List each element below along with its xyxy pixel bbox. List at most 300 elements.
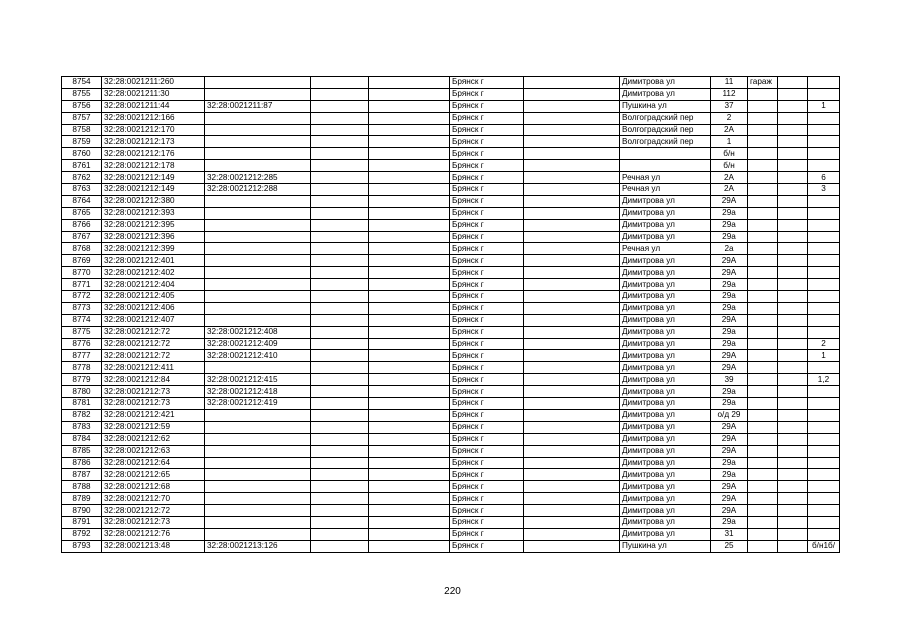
apartment-number-cell (808, 445, 840, 457)
object-type-cell (748, 481, 778, 493)
related-cadastral-number-cell (205, 421, 311, 433)
column-4-cell (311, 195, 369, 207)
object-type-cell (748, 386, 778, 398)
related-cadastral-number-cell (205, 77, 311, 89)
column-5-cell (369, 362, 450, 374)
cadastral-number-cell: 32:28:0021212:173 (102, 136, 205, 148)
cadastral-number-cell: 32:28:0021212:396 (102, 231, 205, 243)
table-row (62, 493, 840, 505)
column-4-cell (311, 112, 369, 124)
table-row (62, 326, 840, 338)
column-11-cell (778, 314, 808, 326)
row-number-cell: 8789 (62, 493, 102, 505)
cadastral-number-cell: 32:28:0021212:149 (102, 184, 205, 196)
cadastral-number-cell: 32:28:0021212:149 (102, 172, 205, 184)
column-4-cell (311, 421, 369, 433)
cadastral-number-cell: 32:28:0021212:72 (102, 338, 205, 350)
object-type-cell (748, 136, 778, 148)
apartment-number-cell (808, 457, 840, 469)
house-number-cell: 29А (711, 362, 748, 374)
related-cadastral-number-cell: 32:28:0021213:126 (205, 540, 311, 552)
column-7-cell (524, 124, 620, 136)
column-11-cell (778, 112, 808, 124)
property-register-table (61, 76, 840, 553)
table-row (62, 302, 840, 314)
cadastral-number-cell: 32:28:0021212:68 (102, 481, 205, 493)
object-type-cell (748, 516, 778, 528)
apartment-number-cell (808, 231, 840, 243)
table-row (62, 386, 840, 398)
cadastral-number-cell: 32:28:0021211:44 (102, 100, 205, 112)
table-row (62, 291, 840, 303)
house-number-cell: 29А (711, 505, 748, 517)
street-cell: Димитрова ул (620, 314, 711, 326)
cadastral-number-cell: 32:28:0021211:30 (102, 88, 205, 100)
cadastral-number-cell: 32:28:0021212:399 (102, 243, 205, 255)
object-type-cell (748, 445, 778, 457)
table-row (62, 100, 840, 112)
table-row (62, 231, 840, 243)
row-number-cell: 8762 (62, 172, 102, 184)
column-4-cell (311, 136, 369, 148)
table-row (62, 457, 840, 469)
apartment-number-cell (808, 398, 840, 410)
column-11-cell (778, 326, 808, 338)
column-7-cell (524, 255, 620, 267)
apartment-number-cell (808, 505, 840, 517)
apartment-number-cell (808, 516, 840, 528)
column-4-cell (311, 433, 369, 445)
column-7-cell (524, 302, 620, 314)
column-5-cell (369, 195, 450, 207)
column-5-cell (369, 88, 450, 100)
cadastral-number-cell: 32:28:0021213:48 (102, 540, 205, 552)
street-cell: Димитрова ул (620, 267, 711, 279)
object-type-cell (748, 207, 778, 219)
column-5-cell (369, 540, 450, 552)
row-number-cell: 8755 (62, 88, 102, 100)
street-cell: Димитрова ул (620, 386, 711, 398)
street-cell: Димитрова ул (620, 326, 711, 338)
object-type-cell (748, 528, 778, 540)
related-cadastral-number-cell (205, 362, 311, 374)
object-type-cell (748, 112, 778, 124)
apartment-number-cell (808, 279, 840, 291)
cadastral-number-cell: 32:28:0021212:421 (102, 409, 205, 421)
house-number-cell: 29а (711, 398, 748, 410)
row-number-cell: 8768 (62, 243, 102, 255)
column-7-cell (524, 195, 620, 207)
house-number-cell: 29а (711, 291, 748, 303)
column-11-cell (778, 528, 808, 540)
apartment-number-cell: 2 (808, 338, 840, 350)
column-11-cell (778, 362, 808, 374)
page-number: 220 (444, 586, 461, 597)
column-11-cell (778, 445, 808, 457)
street-cell: Димитрова ул (620, 421, 711, 433)
street-cell: Пушкина ул (620, 540, 711, 552)
row-number-cell: 8787 (62, 469, 102, 481)
object-type-cell (748, 433, 778, 445)
apartment-number-cell (808, 421, 840, 433)
row-number-cell: 8778 (62, 362, 102, 374)
row-number-cell: 8775 (62, 326, 102, 338)
row-number-cell: 8761 (62, 160, 102, 172)
row-number-cell: 8792 (62, 528, 102, 540)
column-4-cell (311, 160, 369, 172)
column-5-cell (369, 231, 450, 243)
table-row (62, 314, 840, 326)
object-type-cell (748, 231, 778, 243)
related-cadastral-number-cell (205, 243, 311, 255)
city-cell: Брянск г (450, 457, 524, 469)
column-5-cell (369, 433, 450, 445)
related-cadastral-number-cell (205, 516, 311, 528)
apartment-number-cell (808, 112, 840, 124)
column-7-cell (524, 314, 620, 326)
column-11-cell (778, 279, 808, 291)
city-cell: Брянск г (450, 243, 524, 255)
object-type-cell (748, 267, 778, 279)
city-cell: Брянск г (450, 136, 524, 148)
city-cell: Брянск г (450, 421, 524, 433)
street-cell: Волгоградский пер (620, 136, 711, 148)
object-type-cell (748, 243, 778, 255)
column-11-cell (778, 231, 808, 243)
column-4-cell (311, 88, 369, 100)
related-cadastral-number-cell (205, 112, 311, 124)
apartment-number-cell (808, 481, 840, 493)
column-11-cell (778, 255, 808, 267)
column-7-cell (524, 433, 620, 445)
column-4-cell (311, 516, 369, 528)
house-number-cell: 112 (711, 88, 748, 100)
row-number-cell: 8791 (62, 516, 102, 528)
house-number-cell: 29а (711, 219, 748, 231)
column-4-cell (311, 386, 369, 398)
house-number-cell: 2А (711, 172, 748, 184)
apartment-number-cell (808, 136, 840, 148)
row-number-cell: 8782 (62, 409, 102, 421)
related-cadastral-number-cell (205, 505, 311, 517)
row-number-cell: 8757 (62, 112, 102, 124)
apartment-number-cell: 1 (808, 100, 840, 112)
column-7-cell (524, 172, 620, 184)
table-row (62, 77, 840, 89)
column-4-cell (311, 505, 369, 517)
row-number-cell: 8780 (62, 386, 102, 398)
column-5-cell (369, 528, 450, 540)
house-number-cell: 11 (711, 77, 748, 89)
city-cell: Брянск г (450, 112, 524, 124)
street-cell: Димитрова ул (620, 302, 711, 314)
city-cell: Брянск г (450, 386, 524, 398)
column-11-cell (778, 124, 808, 136)
row-number-cell: 8776 (62, 338, 102, 350)
column-4-cell (311, 493, 369, 505)
column-4-cell (311, 338, 369, 350)
column-4-cell (311, 374, 369, 386)
column-5-cell (369, 302, 450, 314)
city-cell: Брянск г (450, 540, 524, 552)
column-7-cell (524, 291, 620, 303)
object-type-cell (748, 493, 778, 505)
cadastral-number-cell: 32:28:0021212:407 (102, 314, 205, 326)
column-5-cell (369, 386, 450, 398)
apartment-number-cell (808, 207, 840, 219)
cadastral-number-cell: 32:28:0021212:72 (102, 326, 205, 338)
street-cell: Димитрова ул (620, 374, 711, 386)
column-7-cell (524, 421, 620, 433)
row-number-cell: 8793 (62, 540, 102, 552)
row-number-cell: 8756 (62, 100, 102, 112)
column-4-cell (311, 326, 369, 338)
house-number-cell: 31 (711, 528, 748, 540)
column-4-cell (311, 540, 369, 552)
apartment-number-cell: 6 (808, 172, 840, 184)
row-number-cell: 8786 (62, 457, 102, 469)
related-cadastral-number-cell (205, 88, 311, 100)
city-cell: Брянск г (450, 291, 524, 303)
related-cadastral-number-cell (205, 302, 311, 314)
column-7-cell (524, 243, 620, 255)
house-number-cell: б/н (711, 160, 748, 172)
table-row (62, 398, 840, 410)
table-row (62, 505, 840, 517)
table-row (62, 338, 840, 350)
apartment-number-cell (808, 88, 840, 100)
street-cell: Димитрова ул (620, 457, 711, 469)
house-number-cell: 2А (711, 184, 748, 196)
object-type-cell (748, 350, 778, 362)
column-5-cell (369, 255, 450, 267)
street-cell: Димитрова ул (620, 195, 711, 207)
column-7-cell (524, 398, 620, 410)
column-7-cell (524, 350, 620, 362)
city-cell: Брянск г (450, 469, 524, 481)
house-number-cell: 29А (711, 445, 748, 457)
column-4-cell (311, 207, 369, 219)
object-type-cell (748, 302, 778, 314)
city-cell: Брянск г (450, 184, 524, 196)
column-5-cell (369, 219, 450, 231)
column-11-cell (778, 493, 808, 505)
column-7-cell (524, 231, 620, 243)
street-cell: Речная ул (620, 184, 711, 196)
table-row (62, 124, 840, 136)
apartment-number-cell (808, 148, 840, 160)
column-5-cell (369, 100, 450, 112)
column-5-cell (369, 172, 450, 184)
cadastral-number-cell: 32:28:0021212:62 (102, 433, 205, 445)
object-type-cell (748, 184, 778, 196)
row-number-cell: 8784 (62, 433, 102, 445)
cadastral-number-cell: 32:28:0021212:406 (102, 302, 205, 314)
column-4-cell (311, 77, 369, 89)
row-number-cell: 8777 (62, 350, 102, 362)
apartment-number-cell: б/н1б/ (808, 540, 840, 552)
house-number-cell: 29а (711, 326, 748, 338)
column-4-cell (311, 243, 369, 255)
object-type-cell (748, 124, 778, 136)
object-type-cell (748, 291, 778, 303)
column-4-cell (311, 231, 369, 243)
column-7-cell (524, 136, 620, 148)
apartment-number-cell (808, 362, 840, 374)
apartment-number-cell (808, 77, 840, 89)
column-5-cell (369, 112, 450, 124)
row-number-cell: 8767 (62, 231, 102, 243)
column-4-cell (311, 409, 369, 421)
city-cell: Брянск г (450, 148, 524, 160)
table-row (62, 350, 840, 362)
table-row (62, 362, 840, 374)
column-7-cell (524, 326, 620, 338)
column-7-cell (524, 77, 620, 89)
cadastral-number-cell: 32:28:0021212:402 (102, 267, 205, 279)
table-row (62, 184, 840, 196)
row-number-cell: 8772 (62, 291, 102, 303)
apartment-number-cell (808, 160, 840, 172)
column-7-cell (524, 374, 620, 386)
street-cell: Димитрова ул (620, 350, 711, 362)
table-row (62, 540, 840, 552)
house-number-cell: о/д 29 (711, 409, 748, 421)
object-type-cell (748, 160, 778, 172)
cadastral-number-cell: 32:28:0021212:70 (102, 493, 205, 505)
column-4-cell (311, 124, 369, 136)
column-11-cell (778, 469, 808, 481)
column-7-cell (524, 445, 620, 457)
column-5-cell (369, 469, 450, 481)
city-cell: Брянск г (450, 433, 524, 445)
column-5-cell (369, 314, 450, 326)
house-number-cell: 39 (711, 374, 748, 386)
house-number-cell: 29А (711, 481, 748, 493)
table-row (62, 481, 840, 493)
related-cadastral-number-cell (205, 457, 311, 469)
related-cadastral-number-cell (205, 124, 311, 136)
apartment-number-cell (808, 469, 840, 481)
cadastral-number-cell: 32:28:0021211:260 (102, 77, 205, 89)
column-4-cell (311, 457, 369, 469)
column-5-cell (369, 481, 450, 493)
cadastral-number-cell: 32:28:0021212:59 (102, 421, 205, 433)
column-11-cell (778, 409, 808, 421)
table-row (62, 148, 840, 160)
column-11-cell (778, 172, 808, 184)
cadastral-number-cell: 32:28:0021212:65 (102, 469, 205, 481)
column-11-cell (778, 267, 808, 279)
street-cell: Димитрова ул (620, 469, 711, 481)
city-cell: Брянск г (450, 516, 524, 528)
street-cell: Димитрова ул (620, 219, 711, 231)
column-5-cell (369, 326, 450, 338)
house-number-cell: 29А (711, 255, 748, 267)
column-4-cell (311, 148, 369, 160)
column-5-cell (369, 207, 450, 219)
object-type-cell (748, 100, 778, 112)
city-cell: Брянск г (450, 528, 524, 540)
column-11-cell (778, 100, 808, 112)
city-cell: Брянск г (450, 88, 524, 100)
table-row (62, 267, 840, 279)
column-4-cell (311, 219, 369, 231)
cadastral-number-cell: 32:28:0021212:72 (102, 350, 205, 362)
cadastral-number-cell: 32:28:0021212:170 (102, 124, 205, 136)
apartment-number-cell (808, 433, 840, 445)
related-cadastral-number-cell: 32:28:0021212:409 (205, 338, 311, 350)
column-5-cell (369, 350, 450, 362)
house-number-cell: 2а (711, 243, 748, 255)
street-cell: Димитрова ул (620, 398, 711, 410)
related-cadastral-number-cell (205, 291, 311, 303)
related-cadastral-number-cell (205, 314, 311, 326)
city-cell: Брянск г (450, 160, 524, 172)
row-number-cell: 8771 (62, 279, 102, 291)
house-number-cell: 37 (711, 100, 748, 112)
row-number-cell: 8754 (62, 77, 102, 89)
column-7-cell (524, 148, 620, 160)
related-cadastral-number-cell (205, 493, 311, 505)
street-cell: Димитрова ул (620, 445, 711, 457)
row-number-cell: 8773 (62, 302, 102, 314)
related-cadastral-number-cell (205, 207, 311, 219)
column-4-cell (311, 291, 369, 303)
column-7-cell (524, 481, 620, 493)
row-number-cell: 8760 (62, 148, 102, 160)
street-cell (620, 160, 711, 172)
apartment-number-cell: 1 (808, 350, 840, 362)
column-5-cell (369, 184, 450, 196)
column-5-cell (369, 421, 450, 433)
column-11-cell (778, 398, 808, 410)
object-type-cell (748, 457, 778, 469)
object-type-cell: гараж (748, 77, 778, 89)
column-11-cell (778, 421, 808, 433)
related-cadastral-number-cell: 32:28:0021212:415 (205, 374, 311, 386)
street-cell: Речная ул (620, 172, 711, 184)
street-cell: Димитрова ул (620, 338, 711, 350)
row-number-cell: 8769 (62, 255, 102, 267)
street-cell: Димитрова ул (620, 255, 711, 267)
city-cell: Брянск г (450, 445, 524, 457)
table-row (62, 136, 840, 148)
column-7-cell (524, 505, 620, 517)
cadastral-number-cell: 32:28:0021212:166 (102, 112, 205, 124)
apartment-number-cell (808, 243, 840, 255)
house-number-cell: 29А (711, 493, 748, 505)
city-cell: Брянск г (450, 398, 524, 410)
related-cadastral-number-cell: 32:28:0021212:285 (205, 172, 311, 184)
row-number-cell: 8779 (62, 374, 102, 386)
column-11-cell (778, 219, 808, 231)
city-cell: Брянск г (450, 505, 524, 517)
table-row (62, 516, 840, 528)
column-5-cell (369, 291, 450, 303)
column-11-cell (778, 160, 808, 172)
house-number-cell: 29А (711, 267, 748, 279)
city-cell: Брянск г (450, 362, 524, 374)
column-11-cell (778, 433, 808, 445)
cadastral-number-cell: 32:28:0021212:395 (102, 219, 205, 231)
house-number-cell: 29А (711, 195, 748, 207)
table-row (62, 88, 840, 100)
column-11-cell (778, 136, 808, 148)
object-type-cell (748, 314, 778, 326)
apartment-number-cell (808, 255, 840, 267)
house-number-cell: 29а (711, 516, 748, 528)
